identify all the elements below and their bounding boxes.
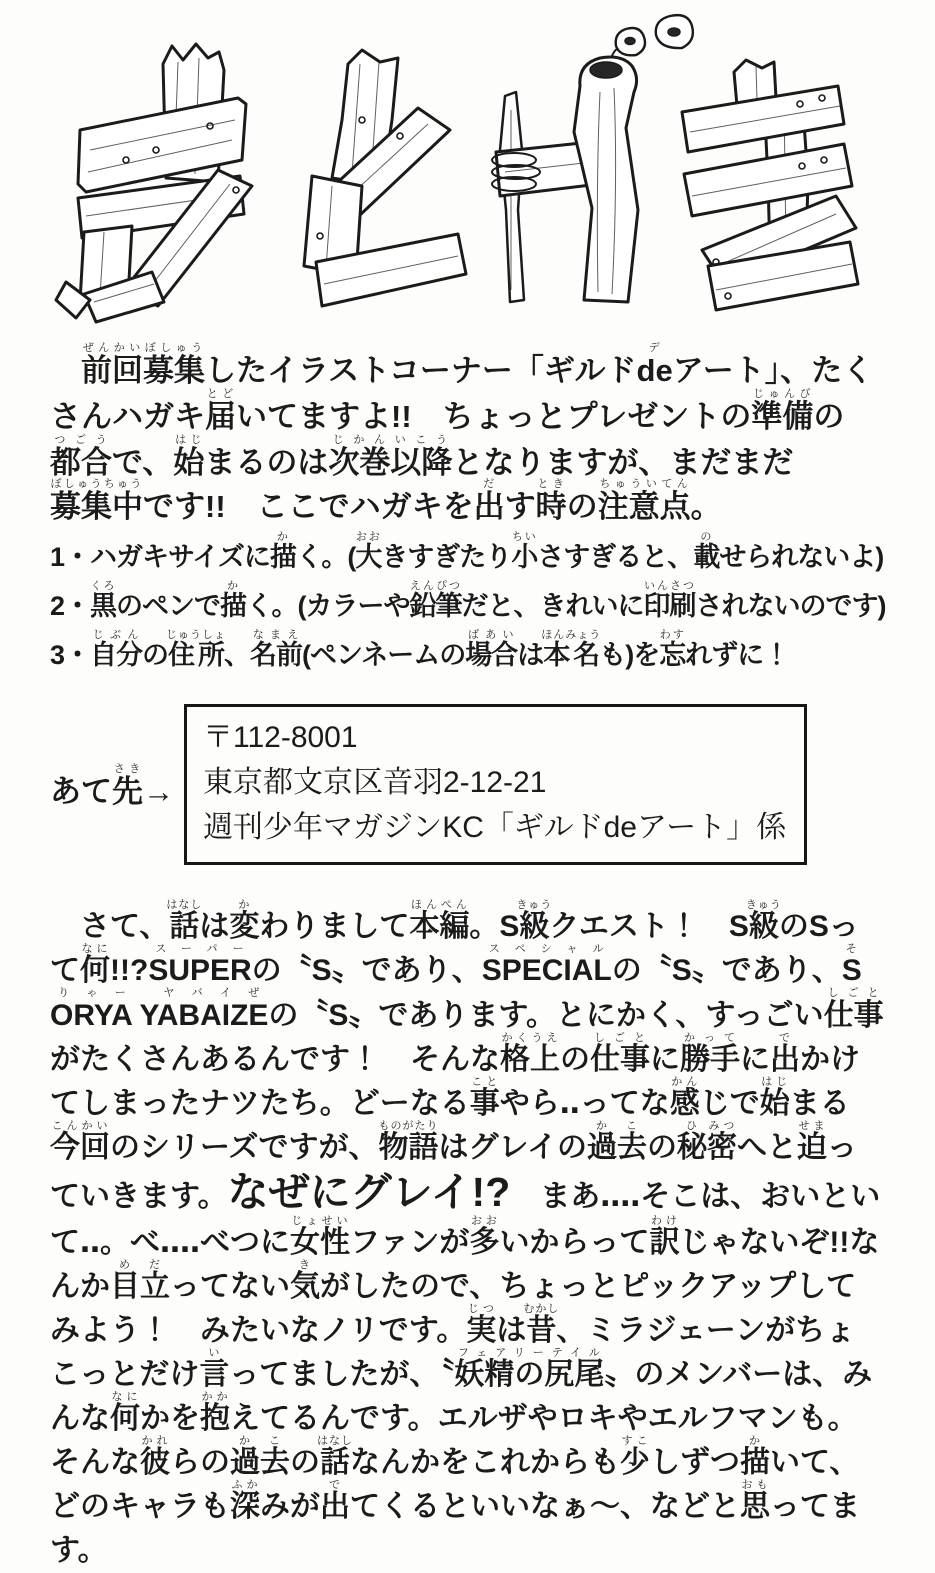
afterword-text-column — [0, 342, 935, 1573]
plank-hollow-top — [590, 62, 622, 78]
rule-item-2: 2・黒くろのペンで描かく。(カラーや鉛筆えんぴつだと、きれいに印刷いんさつされないのです) — [50, 580, 886, 621]
letter-to-plank-art — [304, 50, 466, 306]
mailing-address-section — [50, 704, 885, 865]
rule-item-1: 1・ハガキサイズに描かく。(大おおきすぎたり小ちいさすぎると、載のせられないよ) — [50, 531, 884, 572]
letter-ga-plank-art — [492, 15, 693, 302]
address-line-recipient: 週刊少年マガジンKC「ギルドdeアート」係 — [203, 811, 787, 844]
letter-a-plank-art — [56, 44, 252, 322]
rule-item-3: 3・自分じぶんの住所じゅうしょ、名前なまえ(ペンネームの場合ばあいは本名ほんみょうも)を忘わすれずに！ — [50, 629, 790, 670]
address-label: あて先さき→ — [50, 763, 174, 809]
intro-paragraph: 前回ぜんかい募集ぼしゅうしたイラストコーナー「ギルドdeデアート」、たくさんハガキ届とどいてますよ!! ちょっとプレゼントの準備じゅんびの都合つごうで、始はじまるのは次巻以降じかんいこうとなりますが、まだまだ募集中ぼしゅうちゅうです!! ここでハガキを出だす時ときの注意点ちゅういてん。 — [50, 342, 874, 524]
address-line-postal: 〒112-8001 — [203, 721, 358, 754]
atogaki-title-art — [0, 0, 935, 332]
letter-ki-plank-art — [682, 60, 858, 310]
main-paragraph: さて、話はなしは変かわりまして本編ほんぺん。S級きゅうクエスト！ S級きゅうのSって何なに!!?SUPERスーパーの〝S〟であり、SPECIALスペシャルの〝S〟であり、SORYA YABAIZEそりゃー ヤバイぜの〝S〟であります。とにかく、すっごい仕事しごとがたくさんあるんです！ そんな格上かくうえの仕事しごとに勝手かってに出でかけてしまったナツたち。どーなる事ことやら‥ってな感かんじで始はじまる今回こんかいのシリーズですが、物語ものがたりはグレイの過去かこの秘ひ密みつへと迫せまっていきます。なぜにグレイ!? まあ‥‥そこは、おいといて‥。べ‥‥べつに女性じょせいファンが多おおいからって訳わけじゃないぞ!!なんか目立めだってない気きがしたので、ちょっとピックアップしてみよう！ みたいなノリです。実じつは昔むかし、ミラジェーンがちょこっとだけ言いってましたが、〝妖精の尻尾フェアリーテイル〟のメンバーは、みんな何なにかを抱かかえてるんです。エルザやロキやエルフマンも。そんな彼かれらの過去かこの話はなしなんかをこれからも少すこしずつ描かいて、どのキャラも深ふかみが出でてくるといいなぁ～、などと思おもってます。 — [50, 899, 884, 1567]
address-line-street: 東京都文京区音羽2-12-21 — [203, 766, 547, 799]
address-box — [184, 704, 807, 865]
postcard-rules-list — [50, 531, 885, 678]
